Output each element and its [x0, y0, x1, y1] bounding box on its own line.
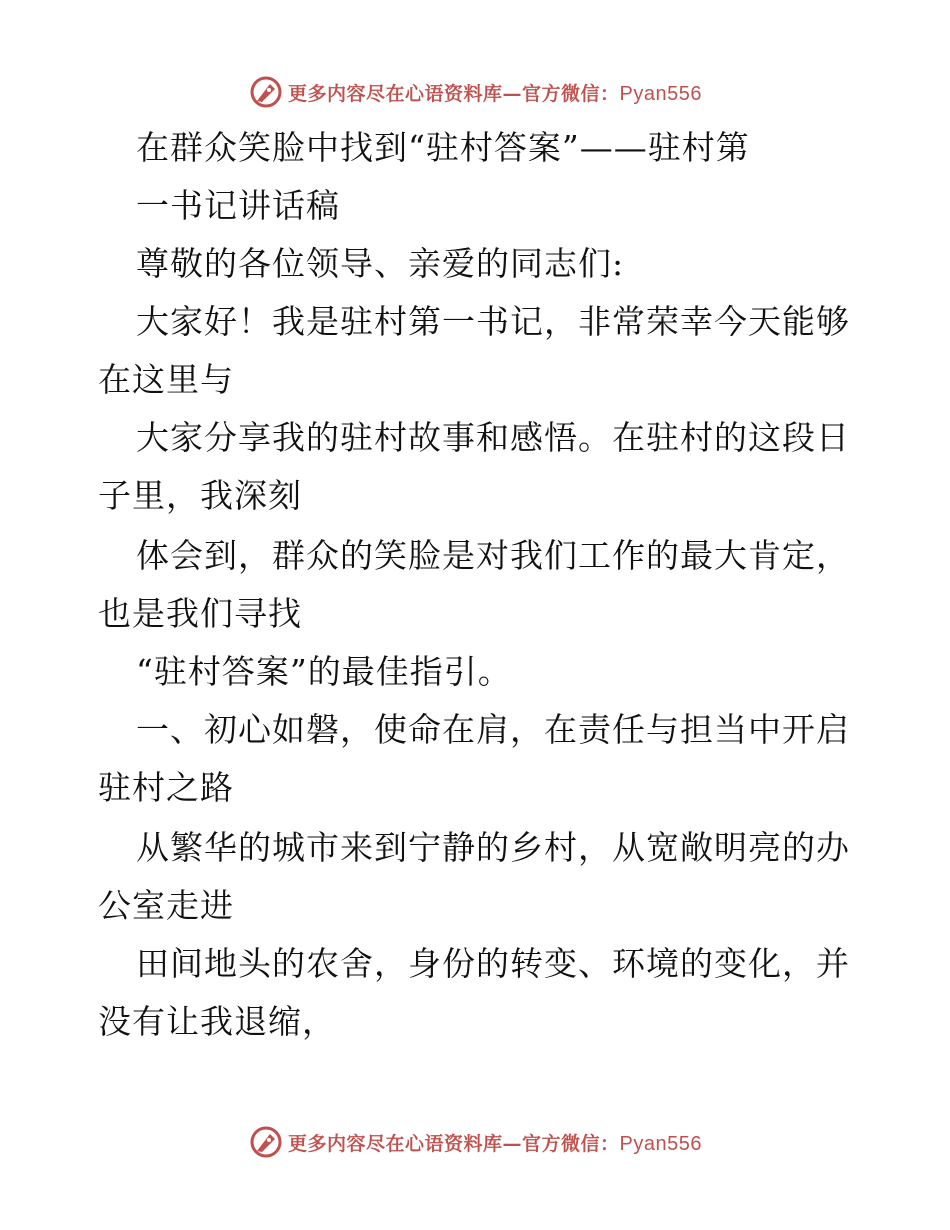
- pen-nib-circle-icon: [248, 1124, 284, 1160]
- footer-text: [288, 1129, 702, 1156]
- header-banner: [0, 70, 950, 114]
- header-site-text: 更多内容尽在心语资料库—官方微信：: [288, 82, 620, 105]
- salutation-line: 尊敬的各位领导、亲爱的同志们:: [136, 244, 625, 283]
- title-line-1: 在群众笑脸中找到“驻村答案”——驻村第: [136, 128, 750, 167]
- footer-site-text: 更多内容尽在心语资料库—官方微信：: [288, 1132, 620, 1155]
- section-heading-line-2: 驻村之路: [98, 768, 234, 807]
- section-heading-line-1: 一、初心如磐，使命在肩，在责任与担当中开启: [136, 710, 850, 749]
- footer-wechat-id: Pyan556: [619, 1132, 702, 1155]
- header-wechat-id: Pyan556: [619, 82, 702, 105]
- paragraph-line: 在这里与: [98, 360, 234, 399]
- paragraph-line: 田间地头的农舍，身份的转变、环境的变化，并: [136, 944, 850, 983]
- paragraph-line: 大家分享我的驻村故事和感悟。在驻村的这段日: [136, 418, 850, 457]
- paragraph-line: 公室走进: [98, 886, 234, 925]
- paragraph-line: 也是我们寻找: [98, 594, 302, 633]
- title-line-2: 一书记讲话稿: [136, 186, 340, 225]
- paragraph-line: 子里，我深刻: [98, 476, 302, 515]
- pen-nib-circle-icon: [248, 74, 284, 110]
- paragraph-line: 从繁华的城市来到宁静的乡村，从宽敞明亮的办: [136, 828, 850, 867]
- paragraph-line: 体会到，群众的笑脸是对我们工作的最大肯定，: [136, 536, 850, 575]
- paragraph-line: 大家好！我是驻村第一书记，非常荣幸今天能够: [136, 302, 850, 341]
- paragraph-line: “驻村答案”的最佳指引。: [136, 652, 512, 691]
- header-text: [288, 79, 702, 106]
- paragraph-line: 没有让我退缩，: [98, 1002, 336, 1041]
- footer-banner: [0, 1120, 950, 1164]
